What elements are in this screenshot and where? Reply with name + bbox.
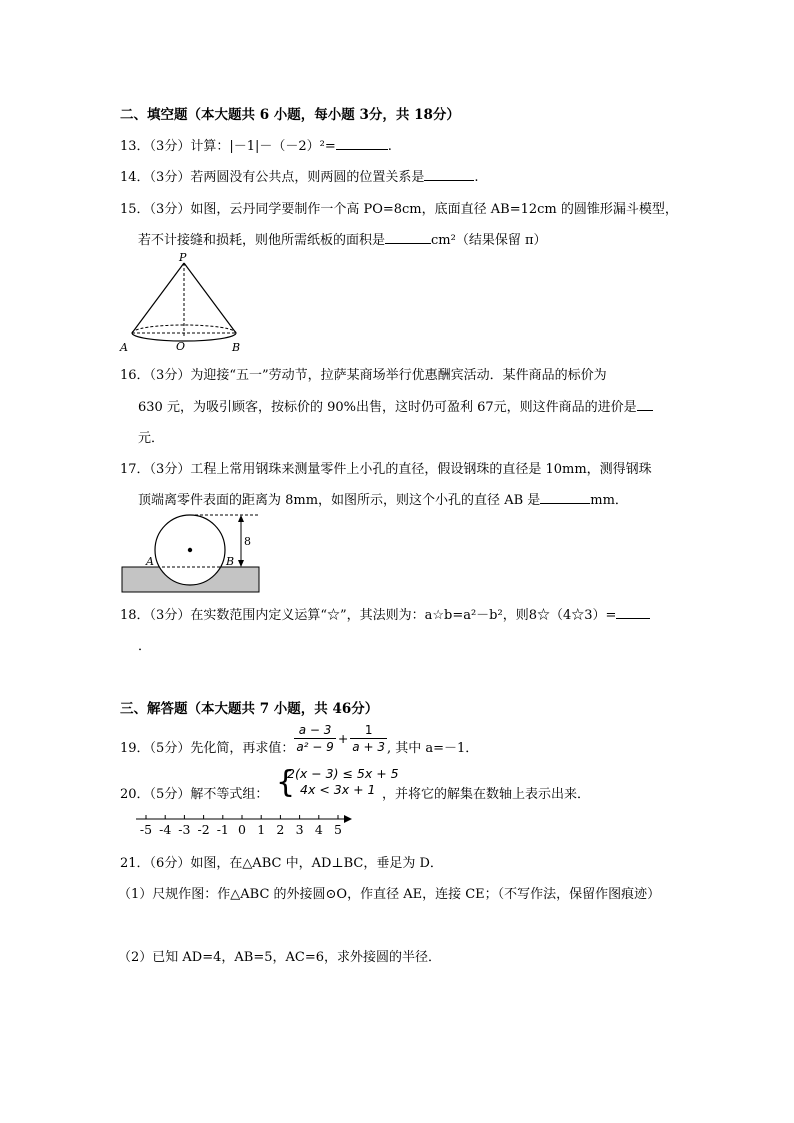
q14-text: 14．（3分）若两圆没有公共点，则两圆的位置关系是 bbox=[120, 170, 425, 185]
cone-slant-left bbox=[132, 263, 184, 333]
q14-blank[interactable] bbox=[424, 168, 474, 181]
axis-tick-label: 3 bbox=[295, 822, 304, 837]
q18-end: ． bbox=[138, 639, 152, 654]
q18-blank[interactable] bbox=[616, 606, 650, 619]
inequality-1: 2(x − 3) ≤ 5x + 5 bbox=[287, 766, 399, 781]
cone-figure bbox=[116, 250, 246, 358]
system-brace: { bbox=[276, 765, 296, 800]
section-2-heading: 二、填空题（本大题共 6 小题，每小题 3分，共 18分） bbox=[120, 107, 460, 123]
fraction-2: $\frac{1}{a + 3}$ bbox=[352, 722, 385, 754]
question-20-tail: ，并将它的解集在数轴上表示出来． bbox=[382, 787, 591, 802]
label-B: B bbox=[232, 341, 241, 354]
axis-tick-label: 0 bbox=[238, 822, 246, 837]
q13-blank[interactable] bbox=[336, 137, 388, 150]
axis-tick-label: -4 bbox=[159, 822, 172, 837]
label-B: B bbox=[226, 555, 235, 568]
q13-text: 13．（3分）计算：|－1|－（－2）²= bbox=[120, 139, 336, 154]
axis-tick-label: -2 bbox=[197, 822, 210, 837]
axis-tick-label: 1 bbox=[257, 822, 266, 837]
axis-tick-label: -3 bbox=[178, 822, 191, 837]
inequality-2: 4x < 3x + 1 bbox=[300, 782, 376, 797]
ball-center bbox=[188, 548, 192, 552]
q16-blank[interactable] bbox=[637, 398, 653, 411]
label-A: A bbox=[120, 341, 128, 354]
axis-tick-label: 2 bbox=[276, 822, 285, 837]
cone-slant-right bbox=[184, 263, 236, 333]
axis-tick-label: -1 bbox=[216, 822, 229, 837]
question-16-line2: 630 元，为吸引顾客，按标价的 90%出售，这时仍可盈利 67元，则这件商品的进价是 bbox=[138, 396, 653, 415]
question-16-line1: 16．（3分）为迎接“五一”劳动节，拉萨某商场举行优惠酬宾活动．某件商品的标价为 bbox=[120, 368, 607, 383]
height-label: 8 bbox=[244, 535, 251, 548]
axis-tick-label: 5 bbox=[334, 822, 342, 837]
question-13: 13．（3分）计算：|－1|－（－2）²= . bbox=[120, 139, 392, 154]
label-O: O bbox=[176, 340, 186, 353]
fraction-1: $\frac{a - 3}{\text{a² − 9}}$ bbox=[296, 722, 334, 754]
question-19: 19．（5分）先化简，再求值： $\frac{a - 3}{\text{a² − 9}}$ + $\frac{1}{a + 3}$ , 其中 a=－1． bbox=[120, 722, 479, 756]
number-line bbox=[132, 812, 362, 840]
question-15-line2: 若不计接缝和损耗，则他所需纸板的面积是 cm²（结果保留 π） bbox=[138, 233, 547, 248]
q17-blank[interactable] bbox=[540, 491, 590, 504]
section-3-heading: 三、解答题（本大题共 7 小题，共 46分） bbox=[120, 701, 379, 717]
question-21-part2: （2）已知 AD=4，AB=5，AC=6，求外接圆的半径． bbox=[118, 950, 441, 965]
axis-tick-label: -5 bbox=[139, 822, 153, 837]
question-17-line1: 17．（3分）工程上常用钢珠来测量零件上小孔的直径，假设钢珠的直径是 10mm，测得钢珠 bbox=[120, 462, 652, 477]
question-21-line1: 21．（6分）如图，在△ABC 中，AD⊥BC，垂足为 D． bbox=[120, 856, 443, 871]
axis-tick-label: 4 bbox=[314, 822, 323, 837]
question-16-line3: 元． bbox=[138, 431, 165, 446]
axis-arrow bbox=[344, 815, 352, 823]
question-18: 18．（3分）在实数范围内定义运算“☆”，其法则为：a☆b=a²－b²，则8☆（4☆3）= bbox=[120, 604, 650, 623]
question-15-line1: 15．（3分）如图，云丹同学要制作一个高 PO=8cm，底面直径 AB=12cm 的圆锥形漏斗模型， bbox=[120, 202, 678, 217]
question-21-part1: （1）尺规作图：作△ABC 的外接圆⊙O，作直径 AE，连接 CE；（不写作法，保留作图痕迹） bbox=[118, 887, 661, 902]
label-A: A bbox=[146, 555, 154, 568]
question-14: 14．（3分）若两圆没有公共点，则两圆的位置关系是 . bbox=[120, 170, 479, 185]
question-20-label: 20．（5分）解不等式组： bbox=[120, 787, 269, 802]
arrow-bottom bbox=[238, 560, 244, 567]
arrow-top bbox=[238, 515, 244, 522]
q15-blank[interactable] bbox=[385, 231, 431, 244]
question-17-line2: 顶端离零件表面的距离为 8mm，如图所示，则这个小孔的直径 AB 是 mm． bbox=[138, 493, 628, 508]
label-P: P bbox=[179, 251, 187, 264]
steel-ball-figure bbox=[120, 510, 265, 598]
